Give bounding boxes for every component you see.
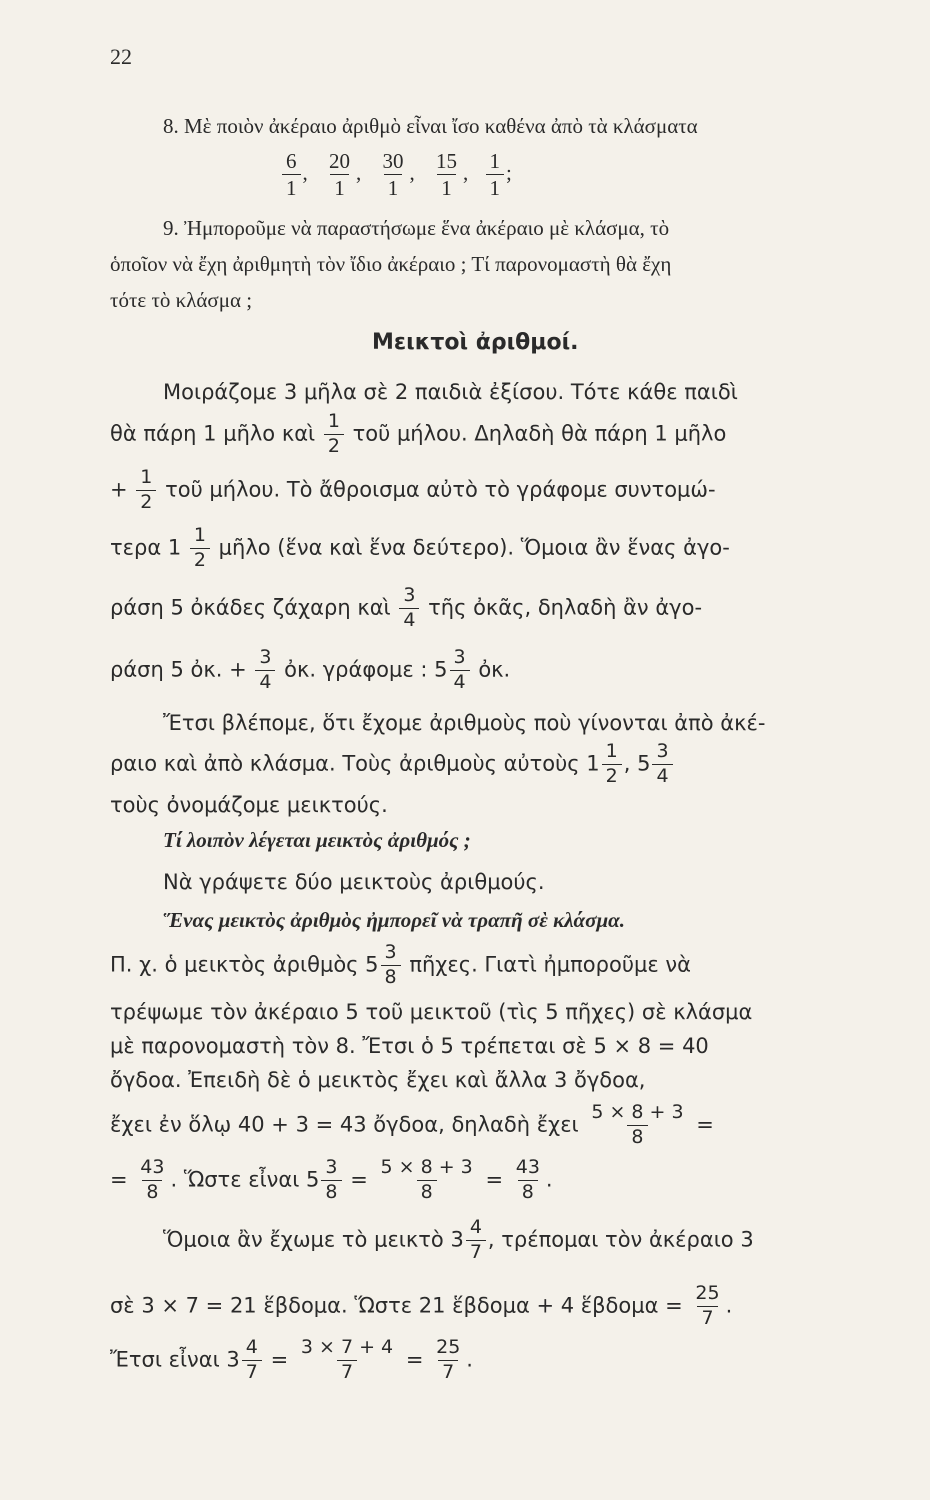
paragraph-2-line-2: ραιο καὶ ἀπὸ κλάσμα. Τοὺς ἀριθμοὺς αὐτοὺς 1 $\frac{1}{2}$ , 5 $\frac{3}{4}$ — [110, 742, 675, 787]
paragraph-3-line-2: τρέψωμε τὸν ἀκέραιο 5 τοῦ μεικτοῦ (τὶς 5 πῆχες) σὲ κλάσμα — [110, 1000, 753, 1024]
fraction-30-1: $\frac{30}{1}$ — [382, 149, 404, 201]
paragraph-1-line-5: ράση 5 ὀκάδες ζάχαρη καὶ $\frac{3}{4}$ τῆς ὀκᾶς, δηλαδὴ ἂν ἀγο- — [110, 584, 703, 631]
paragraph-3-line-3: μὲ παρονομαστὴ τὸν 8. Ἔτσι ὁ 5 τρέπεται σὲ 5 × 8 = 40 — [110, 1034, 709, 1058]
question-8-text: 8. Μὲ ποιὸν ἀκέραιο ἀριθμὸ εἶναι ἴσο καθένα ἀπὸ τὰ κλάσματα — [163, 114, 698, 138]
fraction-four-sevenths: $\frac{4}{7}$ — [242, 1338, 262, 1383]
paragraph-1-line-3: + $\frac{1}{2}$ τοῦ μήλου. Τὸ ἄθροισμα αὐτὸ τὸ γράφομε συντομώ- — [110, 466, 716, 513]
fraction-1-1: $\frac{1}{1}$ — [486, 150, 505, 199]
section-heading: Μεικτοὶ ἀριθμοί. — [372, 330, 579, 355]
fraction-one-half: $\frac{1}{2}$ — [190, 526, 210, 571]
fraction-one-half: $\frac{1}{2}$ — [602, 742, 622, 787]
question-mixed-number: Τί λοιπὸν λέγεται μεικτὸς ἀριθμός ; — [163, 828, 471, 852]
question-9-line-1: 9. Ἠμποροῦμε νὰ παραστήσωμε ἕνα ἀκέραιο μὲ κλάσμα, τὸ — [163, 216, 670, 240]
paragraph-3-line-5: ἔχει ἐν ὅλῳ 40 + 3 = 43 ὄγδοα, δηλαδὴ ἔχει $\frac{5 \times 8 + 3}{8}$ = — [110, 1101, 714, 1148]
fraction-25-over-7: $\frac{25}{7}$ — [695, 1282, 720, 1329]
paragraph-3-line-1: Π. χ. ὁ μεικτὸς ἀριθμὸς 5 $\frac{3}{8}$ πῆχες. Γιατὶ ἠμποροῦμε νὰ — [110, 941, 691, 988]
fraction-15-1: $\frac{15}{1}$ — [436, 149, 457, 201]
fraction-5x8plus3-over-8: $\frac{5 \times 8 + 3}{8}$ — [591, 1101, 684, 1148]
paragraph-1-line-1: Μοιράζομε 3 μῆλα σὲ 2 παιδιὰ ἐξίσου. Τότε κάθε παιδὶ — [163, 380, 738, 404]
fraction-three-eighths: $\frac{3}{8}$ — [381, 943, 401, 988]
exercise-text: Νὰ γράψετε δύο μεικτοὺς ἀριθμούς. — [163, 870, 545, 894]
fraction-20-1: $\frac{20}{1}$ — [329, 149, 350, 201]
fraction-three-quarters: $\frac{3}{4}$ — [652, 742, 672, 787]
fraction-25-over-7: $\frac{25}{7}$ — [436, 1336, 461, 1383]
paragraph-2-line-3: τοὺς ὀνομάζομε μεικτούς. — [110, 793, 388, 817]
fraction-four-sevenths: $\frac{4}{7}$ — [466, 1218, 486, 1263]
paragraph-1-line-6: ράση 5 ὀκ. + $\frac{3}{4}$ ὀκ. γράφομε : 5 $\frac{3}{4}$ ὀκ. — [110, 646, 511, 693]
fraction-6-1: $\frac{6}{1}$ — [282, 150, 301, 199]
rule-text: Ἕνας μεικτὸς ἀριθμὸς ἠμπορεῖ νὰ τραπῆ σὲ κλάσμα. — [163, 908, 626, 932]
fraction-one-half: $\frac{1}{2}$ — [136, 468, 156, 513]
paragraph-2-line-1: Ἔτσι βλέπομε, ὅτι ἔχομε ἀριθμοὺς ποὺ γίνονται ἀπὸ ἀκέ- — [163, 711, 766, 735]
paragraph-1-line-2: θὰ πάρη 1 μῆλο καὶ $\frac{1}{2}$ τοῦ μήλου. Δηλαδὴ θὰ πάρη 1 μῆλο — [110, 410, 727, 457]
paragraph-1-line-4: τερα 1 $\frac{1}{2}$ μῆλο (ἕνα καὶ ἕνα δεύτερο). Ὅμοια ἂν ἕνας ἀγο- — [110, 524, 730, 571]
fraction-three-eighths: $\frac{3}{8}$ — [321, 1158, 341, 1203]
fraction-one-half: $\frac{1}{2}$ — [324, 412, 344, 457]
question-9-line-3: τότε τὸ κλάσμα ; — [110, 288, 253, 312]
paragraph-3-line-4: ὄγδοα. Ἐπειδὴ δὲ ὁ μεικτὸς ἔχει καὶ ἄλλα 3 ὄγδοα, — [110, 1068, 646, 1092]
fraction-three-quarters: $\frac{3}{4}$ — [450, 648, 470, 693]
question-8-fractions: $\frac{6}{1}$ , $\frac{20}{1}$ , $\frac{30}{1}$ , $\frac{15}{1}$ , $\frac{1}{1}$ ; — [280, 150, 512, 199]
question-9-line-2: ὁποῖον νὰ ἔχη ἀριθμητὴ τὸν ἴδιο ἀκέραιο ; Τί παρονομαστὴ θὰ ἔχη — [110, 252, 672, 276]
fraction-43-over-8: $\frac{43}{8}$ — [515, 1156, 540, 1203]
fraction-three-quarters: $\frac{3}{4}$ — [255, 648, 275, 693]
paragraph-4-line-2: σὲ 3 × 7 = 21 ἕβδομα. Ὥστε 21 ἕβδομα + 4 ἕβδομα = $\frac{25}{7}$ . — [110, 1282, 733, 1329]
paragraph-3-line-6: = $\frac{43}{8}$ . Ὥστε εἶναι 5 $\frac{3}{8}$ = $\frac{5 \times 8 + 3}{8}$ = $\frac{43}{8}$ . — [110, 1156, 553, 1203]
fraction-3x7plus4-over-7: $\frac{3 \times 7 + 4}{7}$ — [300, 1336, 394, 1383]
fraction-5x8plus3-over-8: $\frac{5 \times 8 + 3}{8}$ — [380, 1156, 473, 1203]
fraction-43-over-8: $\frac{43}{8}$ — [140, 1156, 165, 1203]
fraction-three-quarters: $\frac{3}{4}$ — [399, 586, 419, 631]
paragraph-4-line-3: Ἔτσι εἶναι 3 $\frac{4}{7}$ = $\frac{3 \times 7 + 4}{7}$ = $\frac{25}{7}$ . — [110, 1336, 473, 1383]
paragraph-4-line-1: Ὅμοια ἂν ἔχωμε τὸ μεικτὸ 3 $\frac{4}{7}$ , τρέπομαι τὸν ἀκέραιο 3 — [163, 1216, 754, 1263]
page-number: 22 — [110, 44, 132, 69]
